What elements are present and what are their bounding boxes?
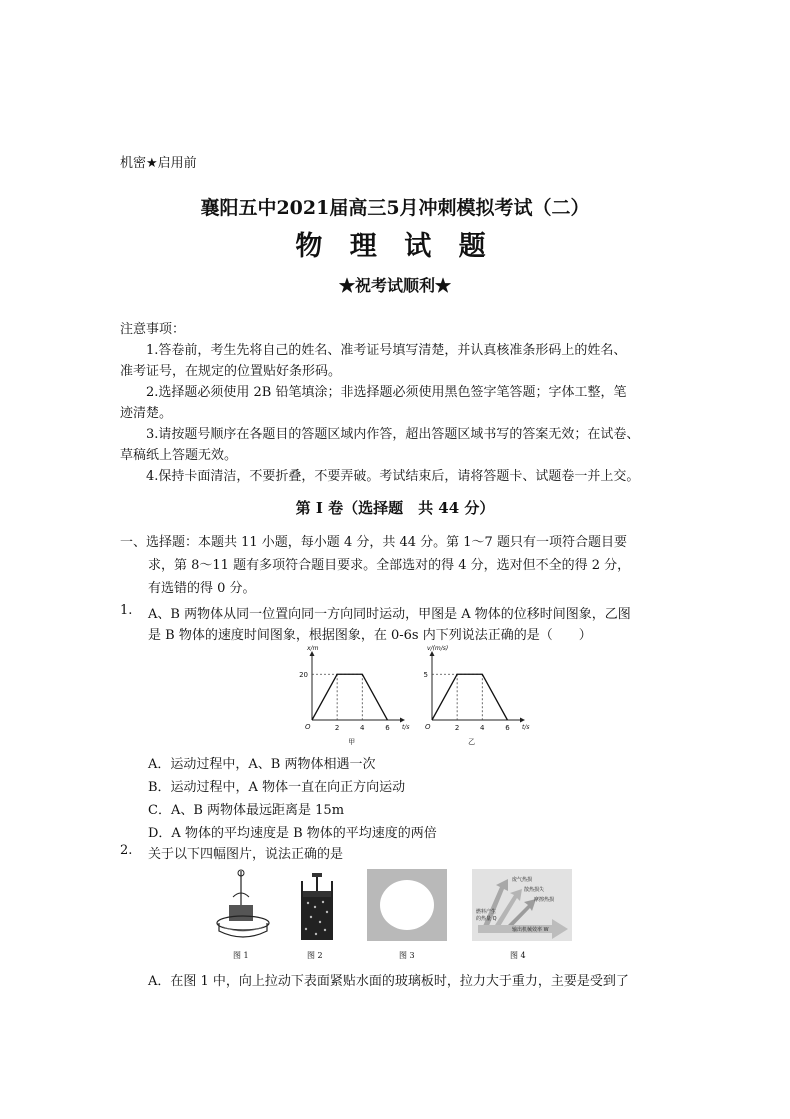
exam-title: 襄阳五中2021届高三5月冲刺模拟考试（二） — [200, 197, 590, 219]
x-axis-label: t/s — [402, 724, 410, 731]
x-axis-arrow — [520, 718, 525, 723]
figure-2 — [292, 867, 342, 947]
chart-title: 乙 — [468, 738, 476, 746]
section-instruction: 一、选择题：本题共 11 小题，每小题 4 分，共 44 分。第 1～7 题只有一项符合题目要 — [120, 535, 627, 550]
x-tick-label: 2 — [334, 724, 340, 732]
origin-label: O — [425, 723, 431, 731]
figure-4-label: 废气热损 — [512, 877, 533, 883]
y-tick-label: 5 — [423, 670, 428, 679]
notes-line: 2.选择题必须使用 2B 铅笔填涂；非选择题必须使用黑色签字笔答题；字体工整，笔 — [146, 385, 627, 400]
origin-label: O — [305, 723, 311, 731]
q1-charts — [290, 640, 540, 750]
option-a[interactable]: A．运动过程中，A、B 两物体相遇一次 — [148, 757, 376, 772]
x-tick-label: 2 — [454, 724, 460, 732]
notes-title: 注意事项： — [120, 322, 186, 337]
y-axis-label: v/(m/s) — [427, 645, 449, 652]
chart-jia — [299, 645, 409, 746]
series-line — [432, 674, 507, 720]
notes-line: 3.请按题号顺序在各题目的答题区域内作答，超出答题区域书写的答案无效；在试卷、 — [146, 427, 640, 442]
x-tick-label: 6 — [385, 724, 390, 732]
chart-yi — [424, 645, 530, 746]
figure-4-label: 摩擦热损 — [534, 897, 555, 903]
figure-3 — [367, 869, 447, 941]
figure-caption: 图 3 — [399, 951, 415, 960]
question-text: A、B 两物体从同一位置向同一方向同时运动，甲图是 A 物体的位移时间图象，乙图 — [148, 607, 631, 622]
x-axis-label: t/s — [522, 724, 530, 731]
figure-caption: 图 4 — [510, 951, 526, 960]
confidential-label: 机密★启用前 — [120, 156, 197, 171]
option-d[interactable]: D．A 物体的平均速度是 B 物体的平均速度的两倍 — [148, 826, 437, 841]
notes-line: 准考证号，在规定的位置贴好条形码。 — [120, 364, 342, 379]
figure-4-label: 的热量 Q — [476, 916, 497, 922]
section-title: 第 I 卷（选择题 共 44 分） — [295, 499, 495, 517]
notes-line: 4.保持卡面清洁，不要折叠，不要弄破。考试结束后，请将答题卡、试题卷一并上交。 — [146, 469, 640, 484]
figure-4-label: 燃料产生 — [476, 909, 497, 915]
x-tick-label: 4 — [480, 724, 485, 732]
question-number: 1. — [120, 603, 133, 618]
option-b[interactable]: B．运动过程中，A 物体一直在向正方向运动 — [148, 780, 406, 795]
x-tick-label: 4 — [360, 724, 365, 732]
y-tick-label: 20 — [299, 670, 308, 679]
figure-4 — [472, 869, 572, 941]
section-instruction: 求，第 8～11 题有多项符合题目要求。全部选对的得 4 分，选对但不全的得 2 分， — [148, 558, 631, 573]
question-text: 关于以下四幅图片，说法正确的是 — [148, 847, 344, 862]
question-number: 2. — [120, 843, 133, 858]
subject-title: 物 理 试 题 — [295, 231, 495, 262]
question-text: 是 B 物体的速度时间图象，根据图象，在 0-6s 内下列说法正确的是（ ） — [148, 628, 592, 643]
figure-caption: 图 2 — [307, 951, 323, 960]
option-c[interactable]: C．A、B 两物体最远距离是 15m — [148, 803, 345, 818]
x-tick-label: 6 — [505, 724, 510, 732]
figure-1 — [215, 867, 275, 947]
notes-line: 1.答卷前，考生先将自己的姓名、准考证号填写清楚，并认真核准条形码上的姓名、 — [146, 343, 627, 358]
x-axis-arrow — [400, 718, 405, 723]
notes-line: 迹清楚。 — [120, 406, 173, 421]
figure-4-label: 输出机械效率 W — [512, 927, 549, 933]
y-axis-label: x/m — [307, 645, 319, 652]
wish-line: ★祝考试顺利★ — [338, 276, 451, 295]
figure-4-label: 散热损失 — [524, 887, 545, 893]
figure-caption: 图 1 — [233, 951, 249, 960]
option-a[interactable]: A．在图 1 中，向上拉动下表面紧贴水面的玻璃板时，拉力大于重力，主要是受到了 — [148, 974, 629, 989]
section-instruction: 有选错的得 0 分。 — [148, 581, 256, 596]
series-line — [312, 674, 387, 720]
chart-title: 甲 — [348, 738, 356, 746]
notes-line: 草稿纸上答题无效。 — [120, 448, 238, 463]
